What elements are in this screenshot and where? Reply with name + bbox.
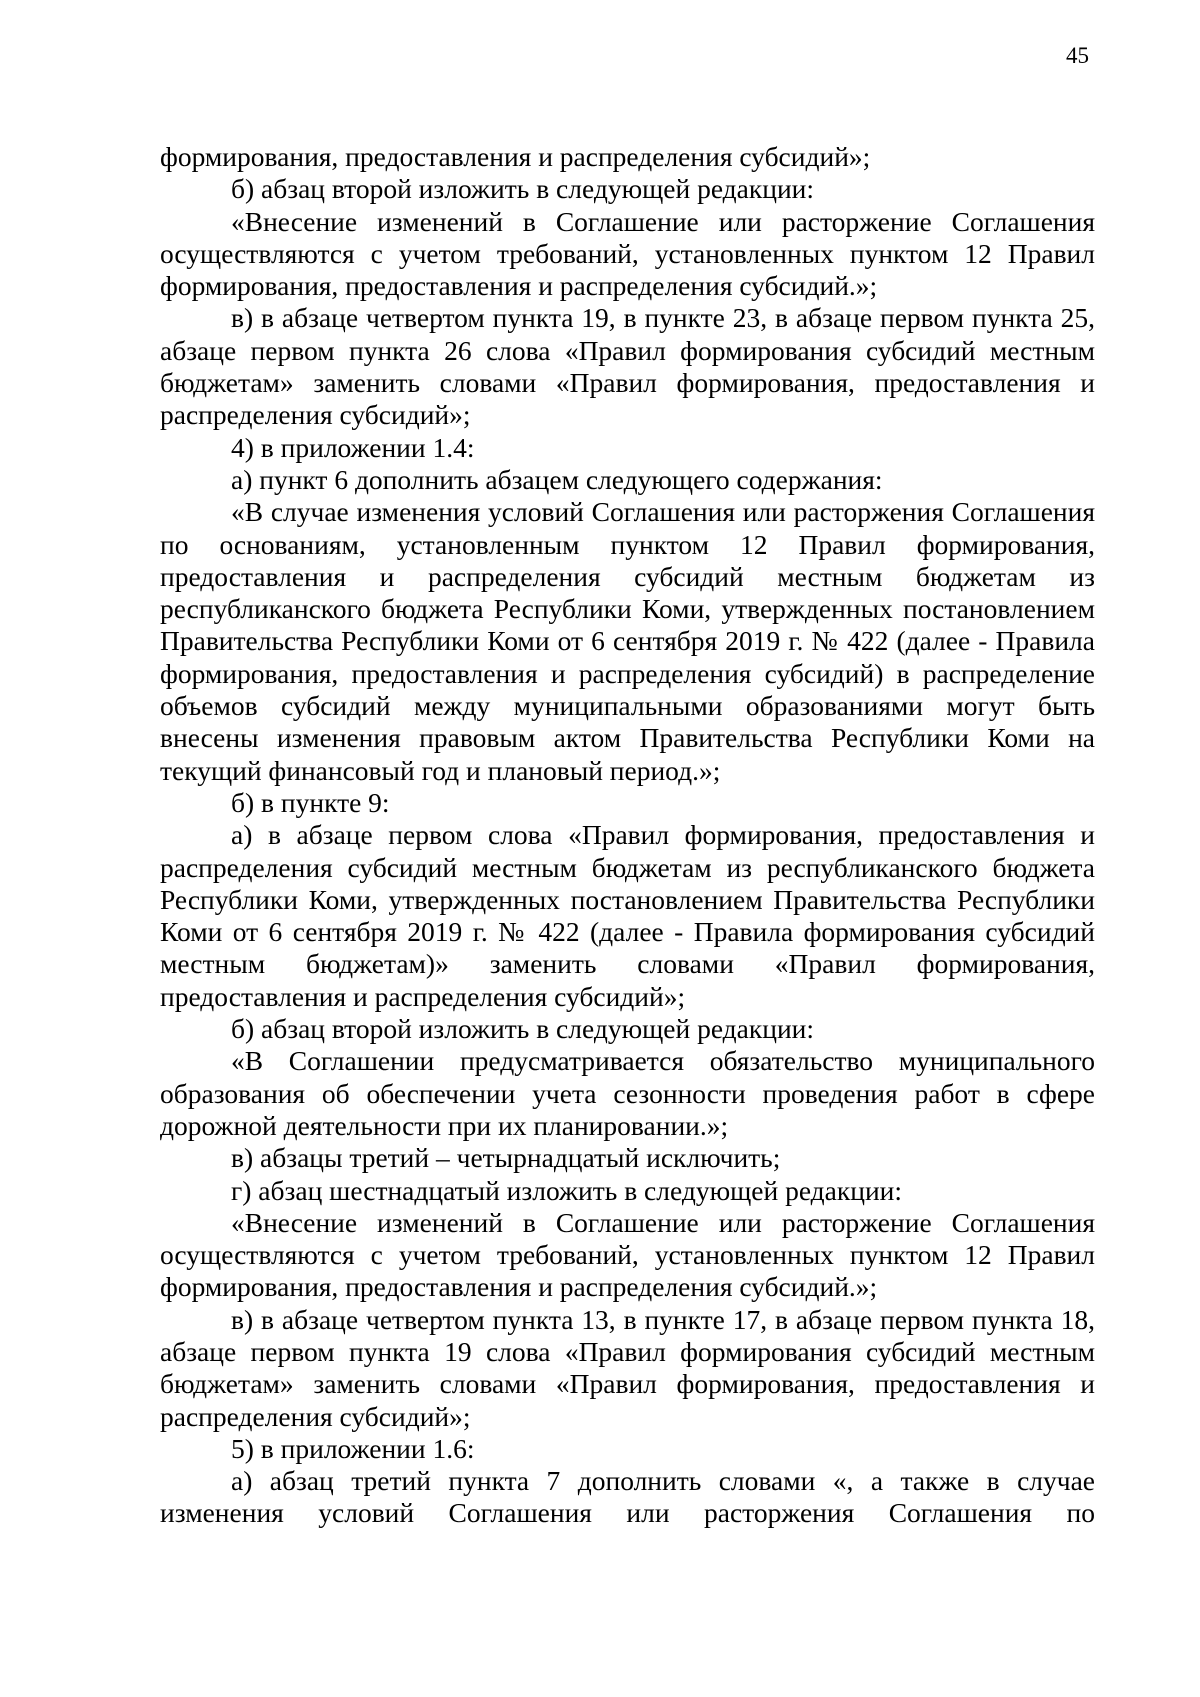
paragraph: б) абзац второй изложить в следующей редакции: xyxy=(231,1013,815,1045)
paragraph: в) абзацы третий – четырнадцатый исключить; xyxy=(231,1142,781,1174)
paragraph: формирования, предоставления и распределения субсидий»; xyxy=(160,141,871,172)
document-body xyxy=(160,141,1095,1530)
paragraph: 5) в приложении 1.6: xyxy=(231,1432,475,1464)
paragraph: б) в пункте 9: xyxy=(231,786,390,818)
paragraph: а) пункт 6 дополнить абзацем следующего содержания: xyxy=(231,463,883,495)
paragraph: «В Соглашении предусматривается обязательство муниципального образования об обеспечении учета сезонности проведения работ в сфере дорожной деятельности при их планировании.»; xyxy=(160,1045,1095,1141)
paragraph: а) абзац третий пункта 7 дополнить словами «, а также в случае изменения условий Соглашения или расторжения Соглашения по xyxy=(160,1465,1095,1529)
paragraph: а) в абзаце первом слова «Правил формирования, предоставления и распределения субсидий местным бюджетам из республиканского бюджета Республики Коми, утвержденных постановлением Правительства Республики Коми от 6 сентября 2019 г. № 422 (далее - Правила формирования субсидий местным бюджетам)» заменить словами «Правил формирования, предоставления и распределения субсидий»; xyxy=(160,819,1095,1012)
paragraph: б) абзац второй изложить в следующей редакции: xyxy=(231,173,815,205)
paragraph: 4) в приложении 1.4: xyxy=(231,431,475,463)
paragraph: «В случае изменения условий Соглашения или расторжения Соглашения по основаниям, установленным пунктом 12 Правил формирования, предоставления и распределения субсидий местным бюджетам из республиканского бюджета Республики Коми, утвержденных постановлением Правительства Республики Коми от 6 сентября 2019 г. № 422 (далее - Правила формирования, предоставления и распределения субсидий) в распределение объемов субсидий между муниципальными образованиями могут быть внесены изменения правовым актом Правительства Республики Коми на текущий финансовый год и плановый период.»; xyxy=(160,496,1095,786)
paragraph: г) абзац шестнадцатый изложить в следующей редакции: xyxy=(231,1174,903,1206)
paragraph: «Внесение изменений в Соглашение или расторжение Соглашения осуществляются с учетом требований, установленных пунктом 12 Правил формирования, предоставления и распределения субсидий.»; xyxy=(160,205,1095,302)
paragraph: «Внесение изменений в Соглашение или расторжение Соглашения осуществляются с учетом требований, установленных пунктом 12 Правил формирования, предоставления и распределения субсидий.»; xyxy=(160,1206,1095,1303)
paragraph: в) в абзаце четвертом пункта 19, в пункте 23, в абзаце первом пункта 25, абзаце первом пункта 26 слова «Правил формирования субсидий местным бюджетам» заменить словами «Правил формирования, предоставления и распределения субсидий»; xyxy=(160,302,1095,431)
paragraph: в) в абзаце четвертом пункта 13, в пункте 17, в абзаце первом пункта 18, абзаце первом пункта 19 слова «Правил формирования субсидий местным бюджетам» заменить словами «Правил формирования, предоставления и распределения субсидий»; xyxy=(160,1303,1095,1432)
page-number: 45 xyxy=(1066,43,1089,68)
